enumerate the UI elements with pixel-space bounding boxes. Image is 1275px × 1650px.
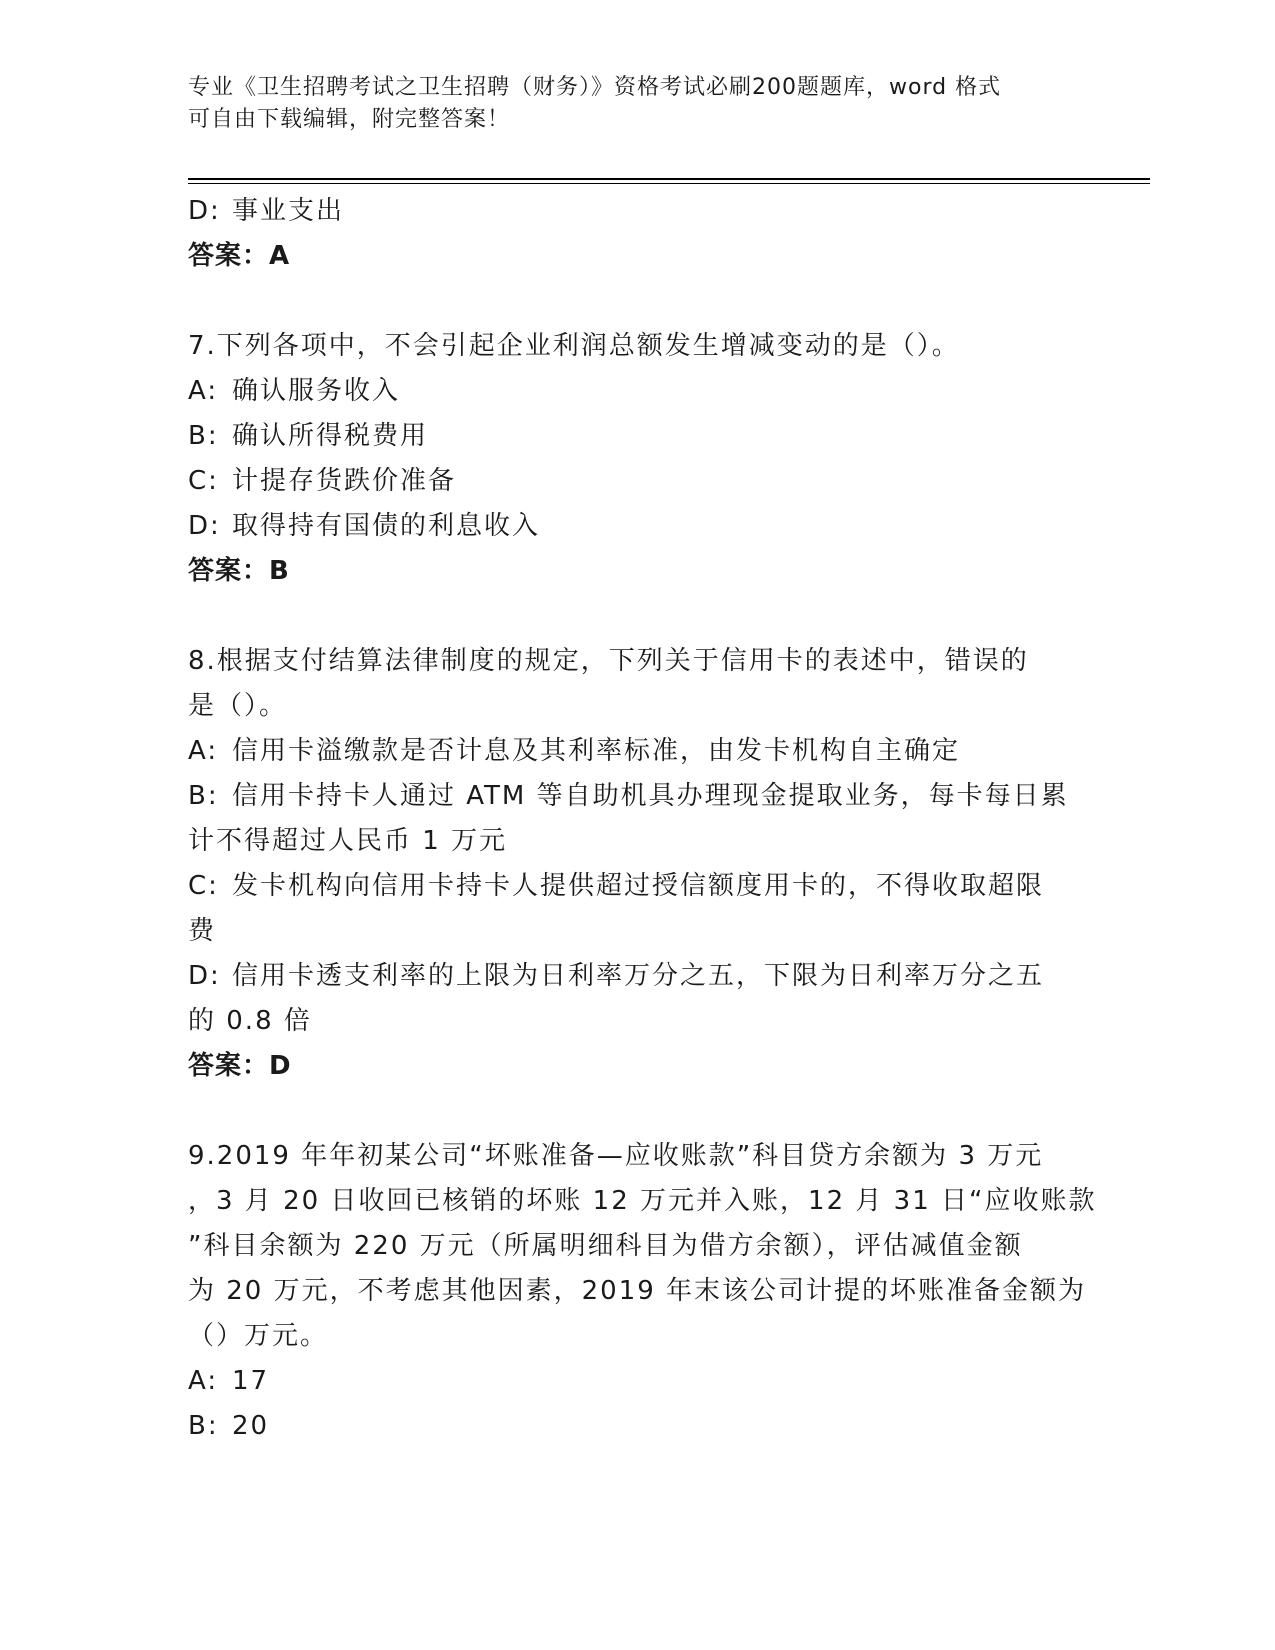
q7-option-c — [188, 459, 1088, 504]
option-text: 计提存货跌价准备 — [232, 466, 457, 496]
question-content — [188, 189, 1097, 1449]
option-label: D: — [188, 511, 221, 541]
option-label: A: — [188, 736, 219, 766]
option-text: 信用卡持卡人通过 ATM 等自助机具办理现金提取业务，每卡每日累 — [232, 781, 1069, 811]
option-text: 发卡机构向信用卡持卡人提供超过授信额度用卡的，不得收取超限 — [232, 871, 1045, 901]
option-label: B: — [188, 781, 219, 811]
q9-stem-line-2: ，3 月 20 日收回已核销的坏账 12 万元并入账，12 月 31 日“应收账款 — [188, 1186, 1097, 1216]
option-text: 信用卡溢缴款是否计息及其利率标准，由发卡机构自主确定 — [232, 736, 961, 766]
option-label: B: — [188, 421, 219, 451]
option-label: A: — [188, 376, 219, 406]
option-label: D: — [188, 961, 221, 991]
q9-stem-line-5: （）万元。 — [188, 1321, 329, 1351]
header-line-1: 专业《卫生招聘考试之卫生招聘（财务）》资格考试必刷200题题库，word 格式 — [188, 75, 1002, 100]
option-text: 确认服务收入 — [232, 376, 401, 406]
q6-option-d — [188, 189, 1088, 234]
option-text: 取得持有国债的利息收入 — [232, 511, 541, 541]
option-label: B: — [188, 1411, 219, 1441]
q8-option-d-cont: 的 0.8 倍 — [188, 1006, 312, 1036]
spacer — [188, 594, 1088, 639]
spacer — [188, 279, 1088, 324]
q9-option-b — [188, 1404, 1088, 1449]
q8-option-c — [188, 864, 1088, 909]
q8-option-a — [188, 729, 1088, 774]
q8-answer: 答案：D — [188, 1051, 292, 1081]
q8-stem-line-1: 8.根据支付结算法律制度的规定，下列关于信用卡的表述中，错误的 — [188, 646, 1029, 676]
q7-answer: 答案：B — [188, 556, 290, 586]
q6-answer: 答案：A — [188, 241, 291, 271]
option-label: D: — [188, 196, 221, 226]
option-label: A: — [188, 1366, 219, 1396]
option-text: 确认所得税费用 — [232, 421, 429, 451]
header-rule-thin — [188, 183, 1150, 184]
option-text: 信用卡透支利率的上限为日利率万分之五，下限为日利率万分之五 — [232, 961, 1045, 991]
q9-option-a — [188, 1359, 1088, 1404]
header-rule-thick — [188, 178, 1150, 180]
option-text: 事业支出 — [232, 196, 345, 226]
option-text: 17 — [232, 1366, 270, 1396]
q9-stem-line-4: 为 20 万元，不考虑其他因素，2019 年末该公司计提的坏账准备金额为 — [188, 1276, 1087, 1306]
q9-stem-line-3: ”科目余额为 220 万元（所属明细科目为借方余额），评估减值金额 — [188, 1231, 1023, 1261]
q8-stem-line-2: 是（）。 — [188, 691, 288, 721]
option-text: 20 — [232, 1411, 270, 1441]
q7-option-d — [188, 504, 1088, 549]
q7-stem: 7.下列各项中，不会引起企业利润总额发生增减变动的是（）。 — [188, 331, 960, 361]
q8-option-c-cont: 费 — [188, 916, 217, 946]
page-header — [188, 72, 1068, 136]
q8-option-b — [188, 774, 1088, 819]
q8-option-b-cont: 计不得超过人民币 1 万元 — [188, 826, 508, 856]
spacer — [188, 1089, 1088, 1134]
option-label: C: — [188, 466, 219, 496]
q7-option-b — [188, 414, 1088, 459]
q7-option-a — [188, 369, 1088, 414]
option-label: C: — [188, 871, 219, 901]
q9-stem-line-1: 9.2019 年年初某公司“坏账准备—应收账款”科目贷方余额为 3 万元 — [188, 1141, 1044, 1171]
header-line-2: 可自由下载编辑，附完整答案！ — [188, 107, 511, 132]
q8-option-d — [188, 954, 1088, 999]
